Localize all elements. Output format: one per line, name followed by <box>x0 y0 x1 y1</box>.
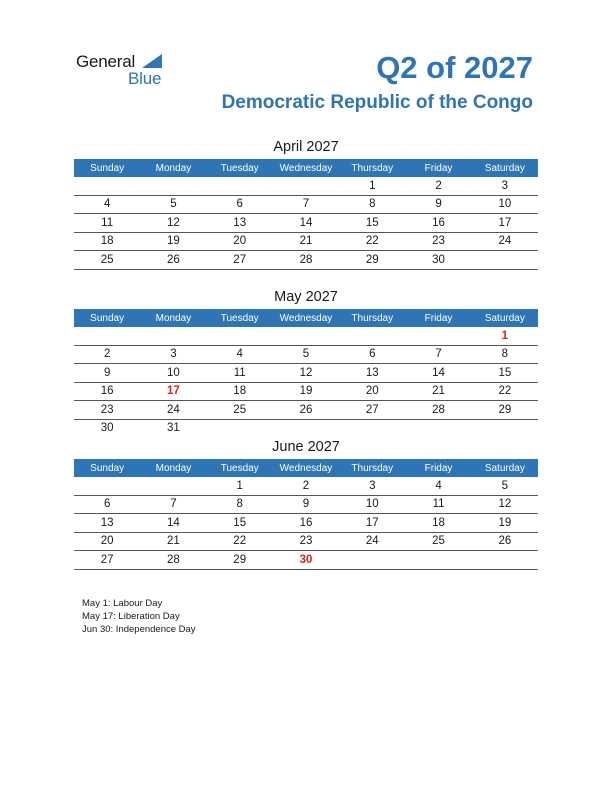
day-cell: 5 <box>273 345 339 364</box>
day-cell: 23 <box>405 232 471 251</box>
day-cell: 17 <box>140 382 206 401</box>
day-cell: 7 <box>140 495 206 514</box>
day-cell: 16 <box>273 514 339 533</box>
day-cell: 22 <box>472 382 538 401</box>
empty-cell <box>74 177 140 195</box>
day-cell: 10 <box>339 495 405 514</box>
week-row <box>74 514 538 533</box>
day-cell: 31 <box>167 422 180 435</box>
page-subtitle: Democratic Republic of the Congo <box>221 92 533 113</box>
empty-cell <box>207 177 273 195</box>
day-cell: 13 <box>339 364 405 383</box>
month-title: April 2027 <box>273 139 339 155</box>
day-cell: 8 <box>339 195 405 214</box>
weekday-header: Friday <box>405 159 471 177</box>
day-cell: 5 <box>472 477 538 495</box>
day-cell: 18 <box>74 232 140 251</box>
day-cell: 15 <box>207 514 273 533</box>
weekday-header: Thursday <box>339 309 405 327</box>
holiday-note: May 1: Labour Day <box>82 598 163 609</box>
weekday-header: Monday <box>140 459 206 477</box>
holiday-notes <box>82 597 196 636</box>
empty-cell <box>405 419 471 437</box>
empty-cell <box>74 477 140 495</box>
day-cell: 9 <box>273 495 339 514</box>
day-cell: 19 <box>472 514 538 533</box>
empty-cell <box>405 551 471 570</box>
week-row <box>74 401 538 420</box>
empty-cell <box>472 251 538 270</box>
day-cell: 11 <box>405 495 471 514</box>
weekday-header: Saturday <box>472 159 538 177</box>
day-cell: 13 <box>207 214 273 233</box>
day-cell: 19 <box>140 232 206 251</box>
day-cell: 14 <box>405 364 471 383</box>
week-row <box>74 532 538 551</box>
empty-cell <box>273 327 339 345</box>
day-cell: 23 <box>273 532 339 551</box>
weekday-header: Thursday <box>339 159 405 177</box>
weekday-header: Friday <box>405 309 471 327</box>
day-cell: 17 <box>472 214 538 233</box>
day-cell: 30 <box>405 251 471 270</box>
day-cell: 2 <box>74 345 140 364</box>
day-cell: 28 <box>273 251 339 270</box>
day-cell: 4 <box>74 195 140 214</box>
day-cell: 24 <box>472 232 538 251</box>
empty-cell <box>140 177 206 195</box>
weekday-header: Sunday <box>74 309 140 327</box>
calendar-table <box>74 309 538 437</box>
weekday-header: Monday <box>140 309 206 327</box>
weekday-header: Wednesday <box>273 309 339 327</box>
day-cell: 1 <box>207 477 273 495</box>
empty-cell <box>74 327 140 345</box>
day-cell: 29 <box>472 401 538 420</box>
day-cell: 28 <box>405 401 471 420</box>
day-cell: 1 <box>472 327 538 345</box>
week-row <box>74 251 538 270</box>
day-cell: 24 <box>140 401 206 420</box>
week-row <box>74 195 538 214</box>
empty-cell <box>207 419 273 437</box>
month-june <box>74 437 538 570</box>
month-title: June 2027 <box>272 439 340 455</box>
month-april <box>74 137 538 270</box>
day-cell: 29 <box>339 251 405 270</box>
day-cell: 15 <box>339 214 405 233</box>
day-cell: 27 <box>339 401 405 420</box>
day-cell: 16 <box>405 214 471 233</box>
day-cell: 25 <box>207 401 273 420</box>
day-cell: 18 <box>405 514 471 533</box>
day-cell: 3 <box>140 345 206 364</box>
weekday-header: Monday <box>140 159 206 177</box>
logo-general-text: General <box>76 52 136 71</box>
week-row <box>74 419 538 437</box>
logo-blue-text: Blue <box>128 69 162 88</box>
day-cell: 2 <box>273 477 339 495</box>
week-row <box>74 232 538 251</box>
day-cell: 9 <box>74 364 140 383</box>
day-cell: 8 <box>207 495 273 514</box>
month-may <box>74 287 538 437</box>
holiday-note: Jun 30: Independence Day <box>82 624 196 635</box>
empty-cell <box>273 177 339 195</box>
brand-logo <box>76 52 176 88</box>
day-cell: 12 <box>140 214 206 233</box>
day-cell: 2 <box>405 177 471 195</box>
empty-cell <box>207 327 273 345</box>
empty-cell <box>339 419 405 437</box>
day-cell: 30 <box>100 422 114 435</box>
day-cell: 7 <box>405 345 471 364</box>
weekday-header: Wednesday <box>273 459 339 477</box>
day-cell: 19 <box>273 382 339 401</box>
day-cell: 26 <box>472 532 538 551</box>
weekday-header: Sunday <box>74 459 140 477</box>
day-cell: 14 <box>140 514 206 533</box>
day-cell: 11 <box>74 214 140 233</box>
week-row <box>74 382 538 401</box>
day-cell: 13 <box>74 514 140 533</box>
week-row <box>74 495 538 514</box>
weekday-header: Saturday <box>472 459 538 477</box>
empty-cell <box>472 551 538 570</box>
weekday-header: Saturday <box>472 309 538 327</box>
day-cell: 7 <box>273 195 339 214</box>
week-row <box>74 345 538 364</box>
day-cell: 20 <box>339 382 405 401</box>
day-cell: 4 <box>207 345 273 364</box>
day-cell: 20 <box>74 532 140 551</box>
weekday-header: Tuesday <box>207 309 273 327</box>
day-cell: 12 <box>273 364 339 383</box>
day-cell: 4 <box>405 477 471 495</box>
day-cell: 26 <box>140 251 206 270</box>
day-cell: 3 <box>339 477 405 495</box>
day-cell: 23 <box>74 401 140 420</box>
day-cell: 21 <box>273 232 339 251</box>
calendar-table <box>74 459 538 570</box>
day-cell: 10 <box>140 364 206 383</box>
day-cell: 20 <box>207 232 273 251</box>
day-cell: 5 <box>140 195 206 214</box>
day-cell: 26 <box>273 401 339 420</box>
week-row <box>74 177 538 195</box>
day-cell: 29 <box>207 551 273 570</box>
day-cell: 25 <box>405 532 471 551</box>
empty-cell <box>140 477 206 495</box>
empty-cell <box>339 327 405 345</box>
weekday-header: Tuesday <box>207 459 273 477</box>
week-row <box>74 327 538 345</box>
empty-cell <box>405 327 471 345</box>
weekday-header: Wednesday <box>273 159 339 177</box>
day-cell: 21 <box>140 532 206 551</box>
weekday-header: Thursday <box>339 459 405 477</box>
day-cell: 14 <box>273 214 339 233</box>
day-cell: 18 <box>207 382 273 401</box>
day-cell: 11 <box>207 364 273 383</box>
weekday-header: Tuesday <box>207 159 273 177</box>
day-cell: 30 <box>273 551 339 570</box>
weekday-header: Sunday <box>74 159 140 177</box>
day-cell: 27 <box>207 251 273 270</box>
weekday-header: Friday <box>405 459 471 477</box>
page-title: Q2 of 2027 <box>376 50 533 85</box>
day-cell: 6 <box>207 195 273 214</box>
day-cell: 22 <box>207 532 273 551</box>
empty-cell <box>339 551 405 570</box>
day-cell: 6 <box>339 345 405 364</box>
holiday-note: May 17: Liberation Day <box>82 611 180 622</box>
day-cell: 9 <box>405 195 471 214</box>
day-cell: 28 <box>140 551 206 570</box>
day-cell: 6 <box>74 495 140 514</box>
empty-cell <box>472 419 538 437</box>
week-row <box>74 364 538 383</box>
day-cell: 16 <box>74 382 140 401</box>
logo-triangle-icon <box>142 54 162 68</box>
empty-cell <box>140 327 206 345</box>
day-cell: 24 <box>339 532 405 551</box>
month-title: May 2027 <box>274 289 338 305</box>
calendar-table <box>74 159 538 270</box>
day-cell: 25 <box>74 251 140 270</box>
week-row <box>74 477 538 495</box>
day-cell: 17 <box>339 514 405 533</box>
week-row <box>74 214 538 233</box>
day-cell: 27 <box>74 551 140 570</box>
day-cell: 10 <box>472 195 538 214</box>
day-cell: 12 <box>472 495 538 514</box>
week-row <box>74 551 538 570</box>
day-cell: 15 <box>472 364 538 383</box>
day-cell: 22 <box>339 232 405 251</box>
day-cell: 3 <box>472 177 538 195</box>
day-cell: 21 <box>405 382 471 401</box>
empty-cell <box>273 419 339 437</box>
day-cell: 1 <box>339 177 405 195</box>
day-cell: 8 <box>472 345 538 364</box>
